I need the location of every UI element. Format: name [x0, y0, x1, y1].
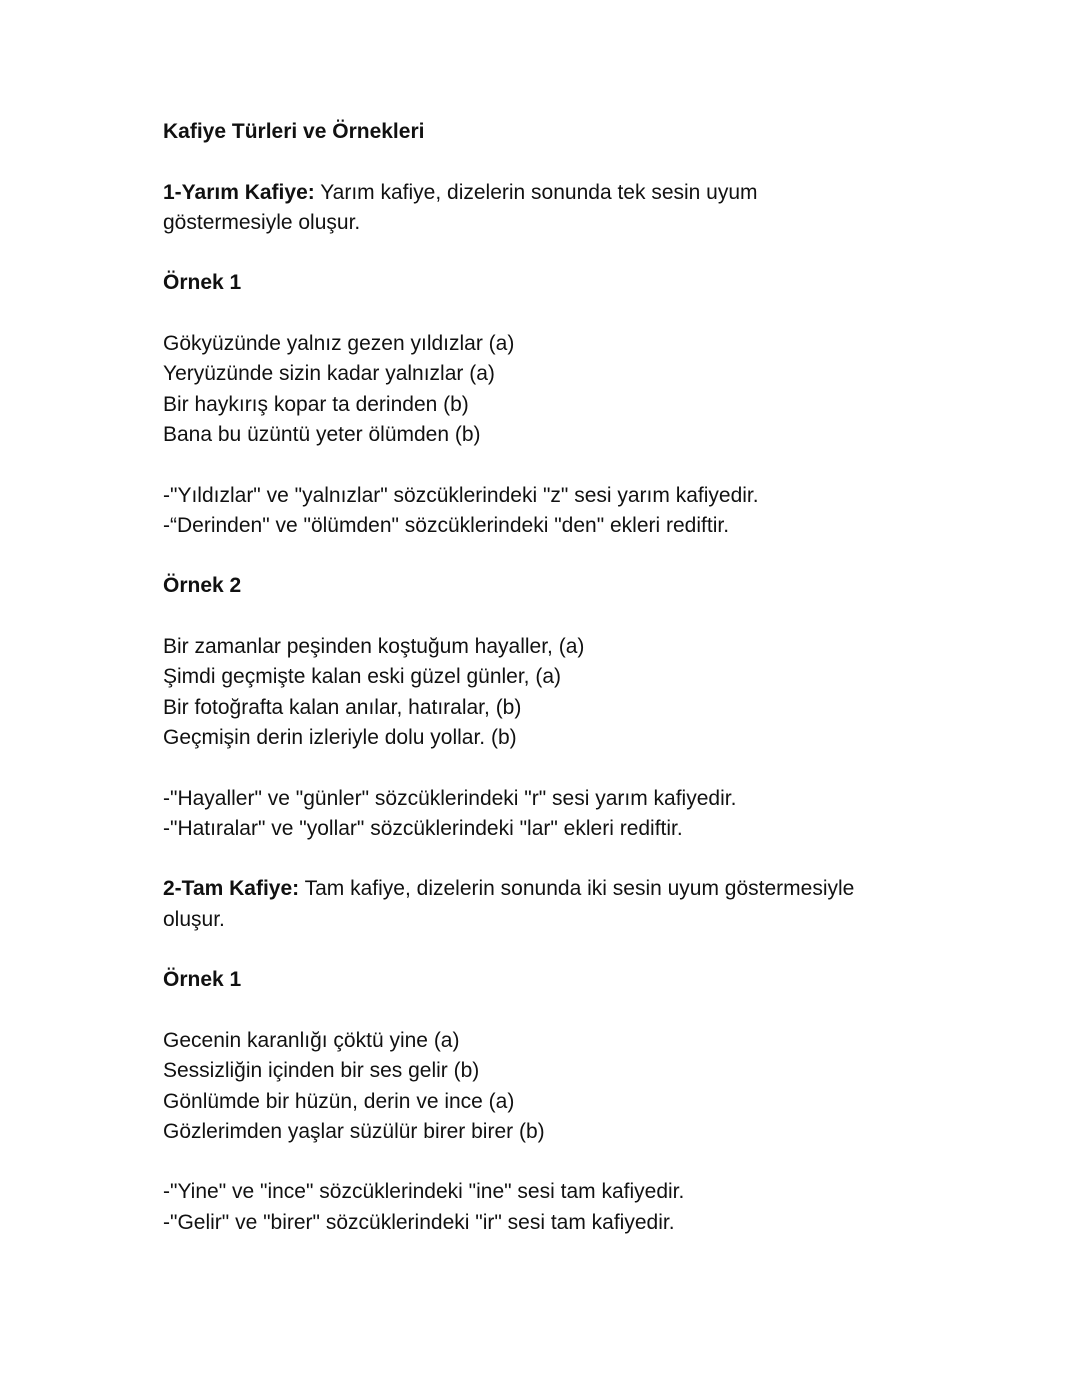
spacer	[163, 753, 943, 783]
poem-line: Sessizliğin içinden bir ses gelir (b)	[163, 1059, 480, 1083]
section1-definition-line1	[163, 178, 943, 208]
section2-desc: Tam kafiye, dizelerin sonunda iki sesin uyum göstermesiyle	[299, 877, 855, 901]
poem-line: Bana bu üzüntü yeter ölümden (b)	[163, 422, 481, 446]
poem-line: Gönlümde bir hüzün, derin ve ince (a)	[163, 1089, 515, 1113]
spacer	[163, 996, 943, 1026]
spacer	[163, 299, 943, 329]
section2-definition-line1	[163, 874, 943, 904]
section1-example1-label: Örnek 1	[163, 271, 242, 295]
spacer	[163, 844, 943, 874]
spacer	[163, 1147, 943, 1177]
poem-line: Geçmişin derin izleriyle dolu yollar. (b)	[163, 725, 517, 749]
document-page	[163, 117, 943, 1238]
poem-line: Şimdi geçmişte kalan eski güzel günler, (a)	[163, 665, 562, 689]
spacer	[163, 238, 943, 268]
poem-line: Bir fotoğrafta kalan anılar, hatıralar, (b)	[163, 695, 522, 719]
poem-line: Bir zamanlar peşinden koştuğum hayaller, (a)	[163, 635, 585, 659]
poem-line: Yeryüzünde sizin kadar yalnızlar (a)	[163, 362, 495, 386]
document-title: Kafiye Türleri ve Örnekleri	[163, 120, 425, 143]
section1-desc: Yarım kafiye, dizelerin sonunda tek sesin uyum	[314, 180, 758, 204]
spacer	[163, 541, 943, 571]
explanation-note: -"Hayaller" ve "günler" sözcüklerindeki "r" sesi yarım kafiyedir.	[163, 786, 737, 810]
section1-definition-line2: göstermesiyle oluşur.	[163, 210, 361, 234]
spacer	[163, 602, 943, 632]
poem-line: Gökyüzünde yalnız gezen yıldızlar (a)	[163, 332, 515, 356]
section2-example1-label: Örnek 1	[163, 968, 242, 992]
poem-line: Gözlerimden yaşlar süzülür birer birer (b)	[163, 1119, 545, 1143]
explanation-note: -"Yıldızlar" ve "yalnızlar" sözcüklerindeki "z" sesi yarım kafiyedir.	[163, 483, 759, 507]
section1-example2-label: Örnek 2	[163, 574, 242, 598]
explanation-note: -"Yine" ve "ince" sözcüklerindeki "ine" sesi tam kafiyedir.	[163, 1180, 685, 1204]
spacer	[163, 147, 943, 177]
spacer	[163, 935, 943, 965]
explanation-note: -“Derinden" ve "ölümden" sözcüklerindeki "den" ekleri rediftir.	[163, 513, 730, 537]
section1-heading: 1-Yarım Kafiye:	[163, 180, 315, 204]
explanation-note: -"Gelir" ve "birer" sözcüklerindeki "ir" sesi tam kafiyedir.	[163, 1210, 675, 1234]
spacer	[163, 450, 943, 480]
poem-line: Gecenin karanlığı çöktü yine (a)	[163, 1028, 460, 1052]
section2-definition-line2: oluşur.	[163, 907, 225, 931]
section2-heading: 2-Tam Kafiye:	[163, 877, 300, 901]
explanation-note: -"Hatıralar" ve "yollar" sözcüklerindeki "lar" ekleri rediftir.	[163, 816, 683, 840]
poem-line: Bir haykırış kopar ta derinden (b)	[163, 392, 469, 416]
